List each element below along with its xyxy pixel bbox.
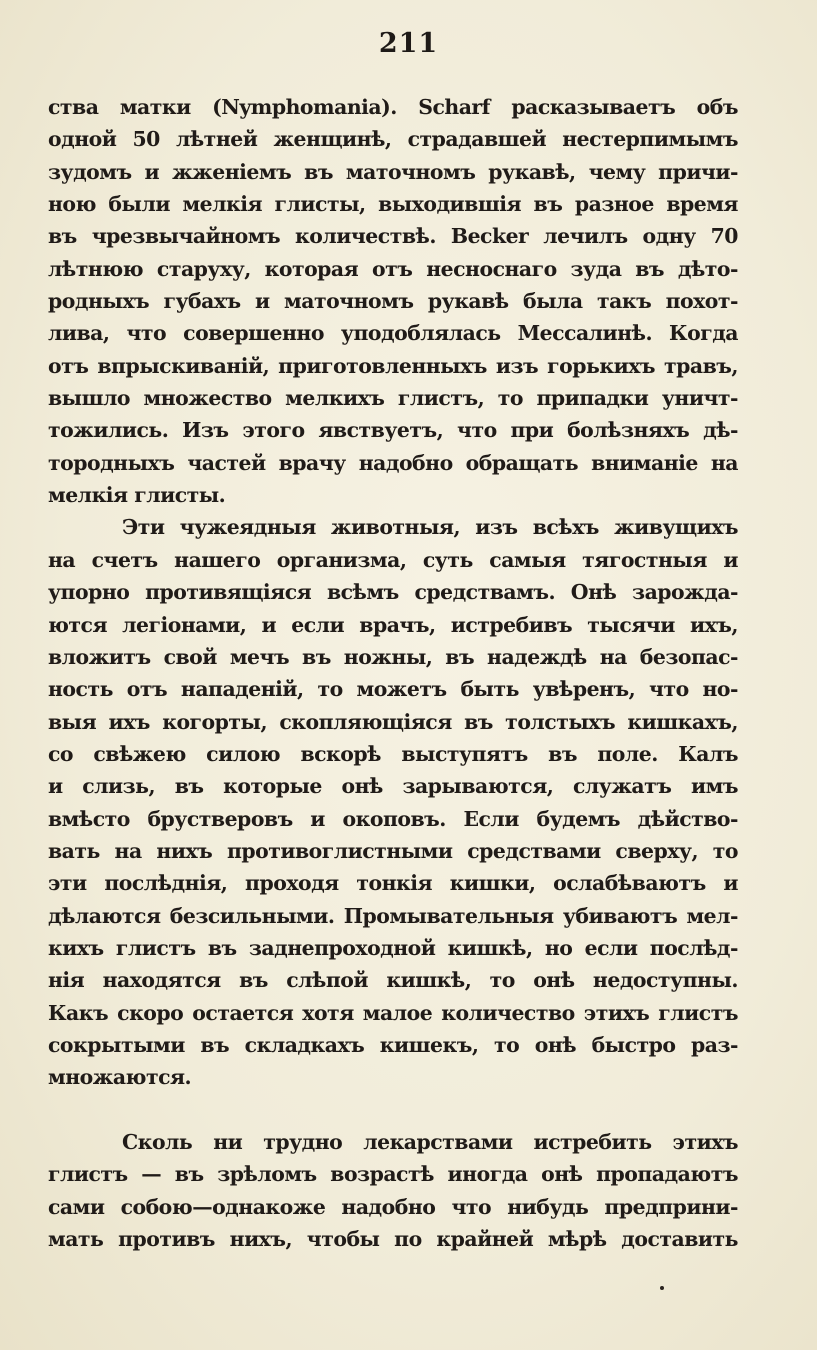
text-line: одной 50 лѣтней женщинѣ, страдавшей нестерпимымъ [48,127,738,152]
text-line: ною были мелкія глисты, выходившія въ разное время [48,192,738,217]
text-line: отъ впрыскиваній, приготовленныхъ изъ горькихъ травъ, [48,353,738,378]
text-line: тожились. Изъ этого явствуетъ, что при болѣзняхъ дѣ- [48,418,738,443]
text-line: ность отъ нападеній, то можетъ быть увѣренъ, что но- [48,677,738,702]
text-line: лива, что совершенно уподоблялась Мессалинѣ. Когда [48,321,738,346]
text-line: кихъ глистъ въ заднепроходной кишкѣ, но если послѣд- [48,935,738,960]
text-line: родныхъ губахъ и маточномъ рукавѣ была такъ похот- [48,289,738,314]
ink-speck [660,1286,664,1290]
text-line: упорно противящіяся всѣмъ средствамъ. Онѣ зарожда- [48,580,738,605]
text-line: мать противъ нихъ, чтобы по крайней мѣрѣ доставить [48,1227,738,1252]
text-line: вышло множество мелкихъ глистъ, то припадки уничт- [48,386,738,411]
text-line: глистъ — въ зрѣломъ возрастѣ иногда онѣ пропадаютъ [48,1162,738,1187]
text-line: вмѣсто брустверовъ и окоповъ. Если будемъ дѣйство- [48,806,738,831]
text-line: тородныхъ частей врачу надобно обращать вниманіе на [48,450,738,475]
paragraph-1 [48,91,738,511]
text-line: сокрытыми въ складкахъ кишекъ, то онѣ быстро раз- [48,1032,738,1057]
text-line: Эти чужеядныя животныя, изъ всѣхъ живущихъ [122,515,738,540]
text-line: ства матки (Nymphomania). Scharf расказываетъ объ [48,95,738,119]
text-line: дѣлаются безсильными. Промывательныя убиваютъ мел- [48,903,738,928]
text-line: сами собою—однакоже надобно что нибудь предприни- [48,1194,738,1219]
text-line: множаются. [48,1065,192,1090]
text-line: вать на нихъ противоглистными средствами сверху, то [48,838,738,863]
text-line: и слизь, въ которые онѣ зарываются, служатъ имъ [48,774,738,799]
text-line: лѣтнюю старуху, которая отъ несноснаго зуда въ дѣто- [48,256,738,281]
text-block-bottom [48,1126,738,1255]
text-line: мелкія глисты. [48,483,226,508]
paragraph-3 [48,1126,738,1255]
paragraph-2 [48,511,738,1093]
text-line: въ чрезвычайномъ количествѣ. Becker лечилъ одну 70 [48,224,738,249]
text-line: Сколь ни трудно лекарствами истребить этихъ [122,1130,738,1154]
page-number: 211 [378,28,439,59]
text-line: вложитъ свой мечъ въ ножны, въ надеждѣ на безопас- [48,644,738,669]
text-block-main [48,91,738,1094]
text-line: со свѣжею силою вскорѣ выступятъ въ поле. Калъ [48,741,738,766]
text-line: нія находятся въ слѣпой кишкѣ, то онѣ недоступны. [48,968,738,993]
text-line: эти послѣднія, проходя тонкія кишки, ослабѣваютъ и [48,871,738,896]
text-line: ются легіонами, и если врачъ, истребивъ тысячи ихъ, [48,612,738,637]
text-line: зудомъ и жженіемъ въ маточномъ рукавѣ, чему причи- [48,159,738,184]
text-line: Какъ скоро остается хотя малое количество этихъ глистъ [48,1000,738,1025]
text-line: выя ихъ когорты, скопляющіяся въ толстыхъ кишкахъ, [48,709,738,734]
text-line: на счетъ нашего организма, суть самыя тягостныя и [48,547,738,572]
